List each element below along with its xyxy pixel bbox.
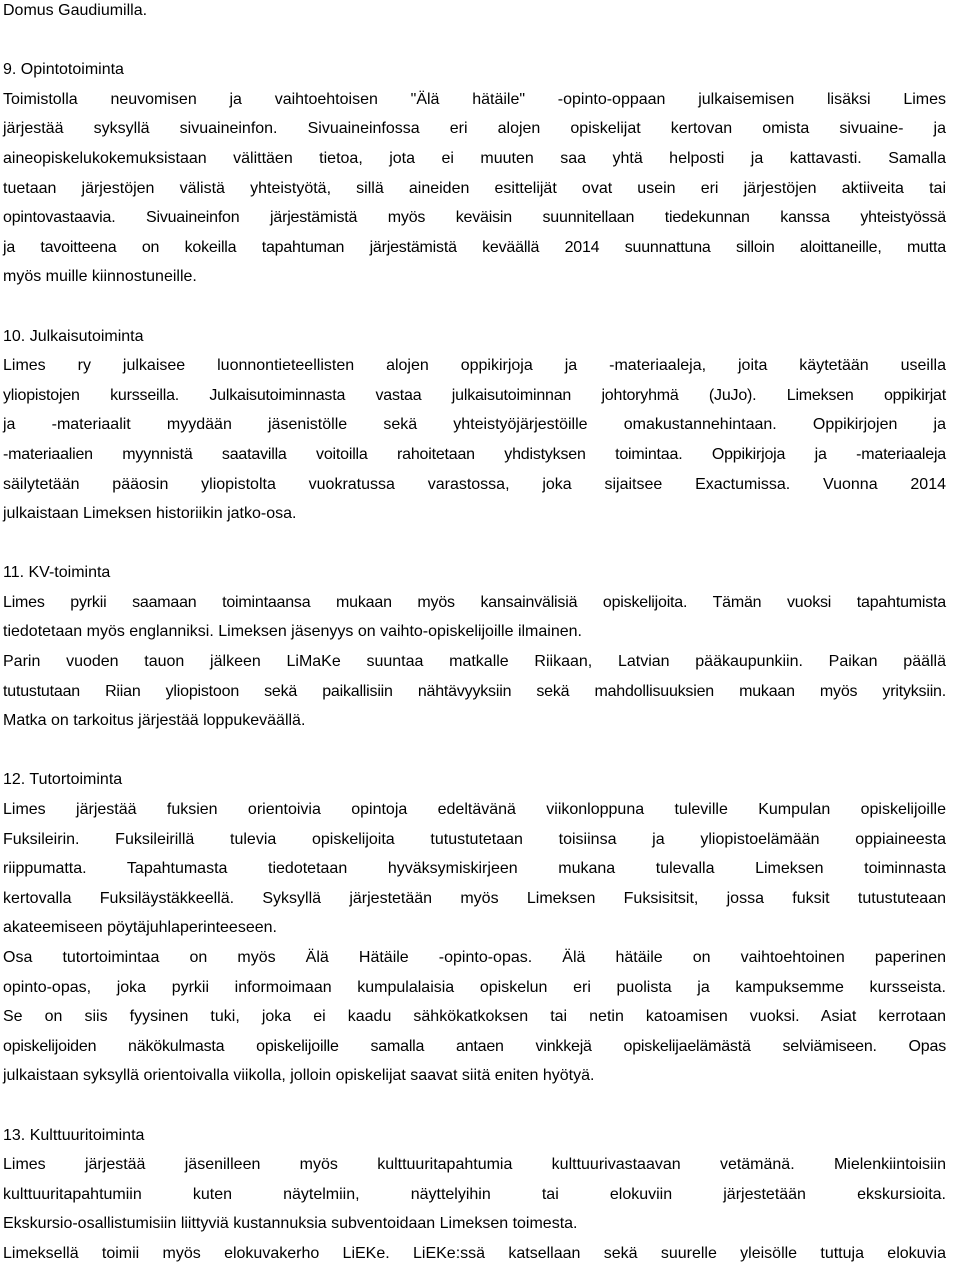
section-paragraph: [3, 85, 946, 292]
text-line: opinto-opas, joka pyrkii informoimaan kumpulalaisia opiskelun eri puolista ja kampuksemme kursseista.: [3, 978, 946, 996]
text-line: säilytetään pääosin yliopistolta vuokratussa varastossa, joka sijaitsee Exactumissa. Vuonna 2014: [3, 475, 946, 493]
section-heading: 11. KV-toiminta: [3, 564, 111, 582]
section-paragraph: [3, 1239, 946, 1269]
text-line: järjestää syksyllä sivuaineinfon. Sivuaineinfossa eri alojen opiskelijat kertovan omista sivuaine- ja: [3, 120, 946, 138]
section-paragraph: [3, 943, 946, 1091]
section-heading: 9. Opintotoiminta: [3, 61, 124, 79]
text-line: Osa tutortoimintaa on myös Älä Hätäile -opinto-opas. Älä hätäile on vaihtoehtoinen paperinen: [3, 949, 946, 966]
section-paragraph: [3, 795, 946, 943]
text-line: Se on siis fyysinen tuki, joka ei kaadu sähkökatkoksen tai netin katoamisen vuoksi. Asiat kerrotaan: [3, 1008, 946, 1026]
text-line: opintovastaavia. Sivuaineinfon järjestämistä myös keväisin suunnitellaan tiedekunnan kanssa yhteistyössä: [3, 209, 946, 227]
section-paragraph: [3, 351, 946, 529]
text-line: Limes ry julkaisee luonnontieteellisten alojen oppikirjoja ja -materiaaleja, joita käytetään useilla: [3, 357, 946, 375]
text-line: aineopiskelukokemuksistaan välittäen tietoa, jota ei muuten saa yhtä helposti ja kattavasti. Samalla: [3, 149, 946, 167]
text-line: Limeksellä toimii myös elokuvakerho LiEKe. LiEKe:ssä katsellaan sekä suurelle yleisölle tuttuja elokuvia: [3, 1244, 946, 1262]
spacer: [3, 292, 946, 322]
text-line: tutustutaan Riian yliopistoon sekä paikallisiin nähtävyyksiin sekä mahdollisuuksien mukaan myös yrityksiin.: [3, 682, 946, 700]
text-line: -materiaalien myynnistä saatavilla voitoilla rahoitetaan yhdistyksen toimintaa. Oppikirjoja ja -materiaaleja: [3, 445, 946, 463]
intro-line: Domus Gaudiumilla.: [3, 2, 148, 19]
text-line: kertovalla Fuksiläystäkkeellä. Syksyllä järjestetään myös Limeksen Fuksisitsit, jossa fuksit tutustuteaan: [3, 889, 946, 907]
text-line: Matka on tarkoitus järjestää loppukeväällä.: [3, 712, 306, 730]
section-heading: 12. Tutortoiminta: [3, 771, 123, 789]
text-line: Limes järjestää fuksien orientoivia opintoja edeltävänä viikonloppuna tuleville Kumpulan opiskelijoille: [3, 801, 946, 819]
spacer: [3, 529, 946, 559]
text-line: ja -materiaalit myydään jäsenistölle sekä yhteistyöjärjestöille omakustannehintaan. Oppikirjojen ja: [3, 416, 946, 434]
section-paragraph: [3, 588, 946, 647]
spacer: [3, 1091, 946, 1121]
section-9: [3, 55, 946, 292]
text-line: Ekskursio-osallistumisiin liittyviä kustannuksia subventoidaan Limeksen toimesta.: [3, 1215, 578, 1233]
text-line: tuetaan järjestöjen välistä yhteistyötä, sillä aineiden esittelijät ovat usein eri järjestöjen aktiiveita tai: [3, 179, 946, 197]
text-line: myös muille kiinnostuneille.: [3, 268, 197, 286]
document-body: [3, 0, 946, 1269]
text-line: riippumatta. Tapahtumasta tiedotetaan hyväksymiskirjeen mukana tulevalla Limeksen toiminnasta: [3, 860, 946, 878]
section-10: [3, 322, 946, 529]
text-line: Toimistolla neuvomisen ja vaihtoehtoisen "Älä hätäile" -opinto-oppaan julkaisemisen lisäksi Limes: [3, 90, 946, 108]
section-13: [3, 1121, 946, 1269]
text-line: ja tavoitteena on kokeilla tapahtuman järjestämistä keväällä 2014 suunnattuna silloin aloittaneille, mutta: [3, 238, 946, 256]
text-line: yliopistojen kursseilla. Julkaisutoiminnasta vastaa julkaisutoiminnan johtoryhmä (JuJo). Limeksen oppikirjat: [3, 386, 946, 404]
text-line: tiedotetaan myös englanniksi. Limeksen jäsenyys on vaihto-opiskelijoille ilmainen.: [3, 623, 582, 641]
section-paragraph: [3, 1150, 946, 1239]
section-12: [3, 765, 946, 1091]
text-line: Limes järjestää jäsenilleen myös kulttuuritapahtumia kulttuurivastaavan vetämänä. Mielenkiintoisiin: [3, 1156, 946, 1174]
section-paragraph: [3, 647, 946, 736]
text-line: akateemiseen pöytäjuhlaperinteeseen.: [3, 919, 277, 937]
text-line: kulttuuritapahtumiin kuten näytelmiin, näyttelyihin tai elokuviin järjestetään ekskursioita.: [3, 1185, 946, 1203]
text-line: Limes pyrkii saamaan toimintaansa mukaan myös kansainvälisiä opiskelijoita. Tämän vuoksi tapahtumista: [3, 593, 946, 611]
section-heading: 13. Kulttuuritoiminta: [3, 1126, 145, 1144]
spacer: [3, 26, 946, 56]
text-line: Parin vuoden tauon jälkeen LiMaKe suuntaa matkalle Riikaan, Latvian pääkaupunkiin. Paikan päällä: [3, 653, 946, 671]
spacer: [3, 736, 946, 766]
text-line: Fuksileirin. Fuksileirillä tulevia opiskelijoita tutustutetaan toisiinsa ja yliopistoelämään oppiaineesta: [3, 830, 946, 848]
section-heading: 10. Julkaisutoiminta: [3, 327, 144, 345]
text-line: opiskelijoiden näkökulmasta opiskelijoille samalla antaen vinkkejä opiskelijaelämästä selviämiseen. Opas: [3, 1037, 946, 1055]
text-line: julkaistaan Limeksen historiikin jatko-osa.: [3, 505, 297, 523]
section-11: [3, 558, 946, 736]
intro-text: [3, 0, 946, 26]
text-line: julkaistaan syksyllä orientoivalla viikolla, jolloin opiskelijat saavat siitä eniten hyötyä.: [3, 1067, 595, 1085]
